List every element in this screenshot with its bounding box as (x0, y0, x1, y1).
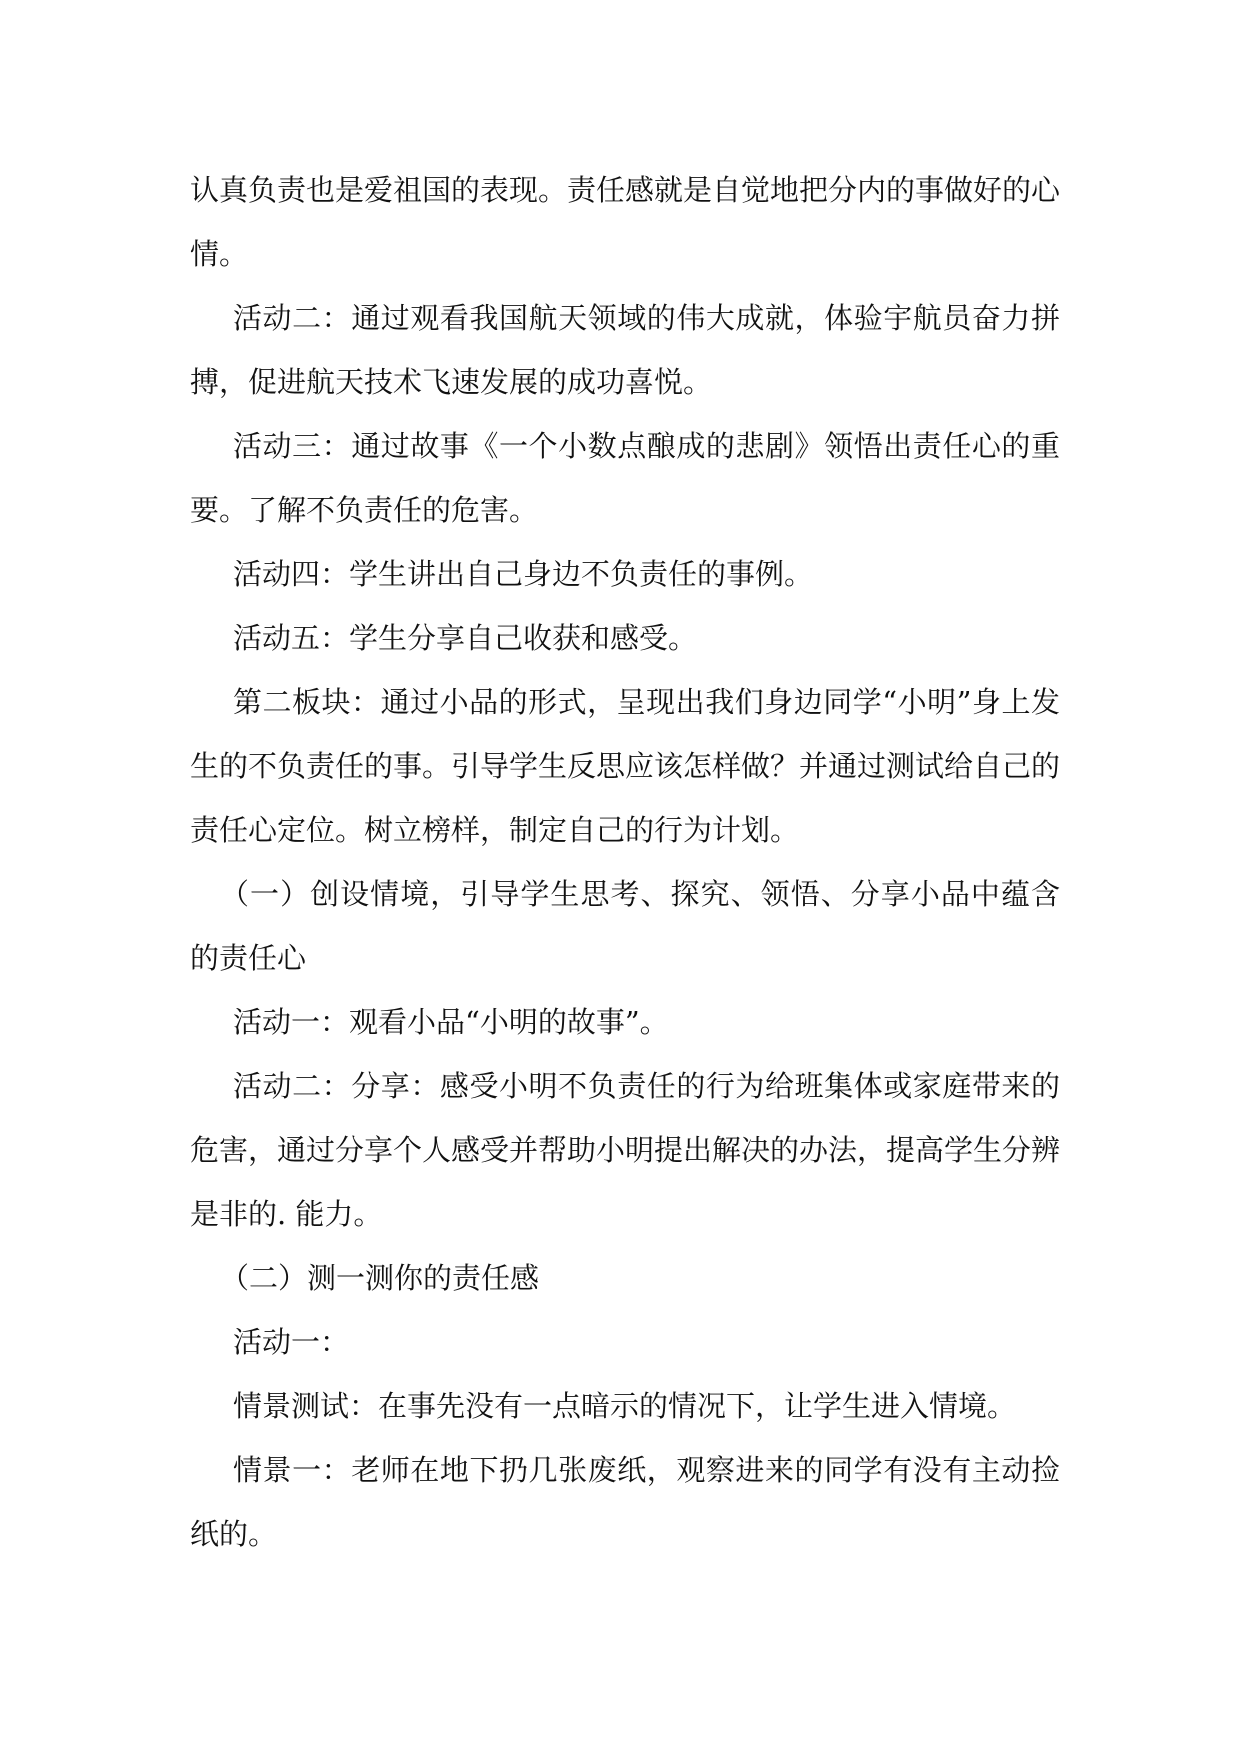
paragraph: 认真负责也是爱祖国的表现。责任感就是自觉地把分内的事做好的心情。 (190, 173, 1061, 271)
paragraph: 第二板块：通过小品的形式，呈现出我们身边同学“小明”身上发生的不负责任的事。引导学生反思应该怎样做？并通过测试给自己的责任心定位。树立榜样，制定自己的行为计划。 (190, 685, 1061, 847)
paragraph: 活动四：学生讲出自己身边不负责任的事例。 (233, 557, 814, 591)
paragraph: 活动三：通过故事《一个小数点酿成的悲剧》领悟出责任心的重要。了解不负责任的危害。 (190, 429, 1060, 527)
paragraph: 活动五：学生分享自己收获和感受。 (233, 621, 698, 655)
paragraph: 活动二：通过观看我国航天领域的伟大成就，体验宇航员奋力拼搏，促进航天技术飞速发展的成功喜悦。 (190, 301, 1060, 399)
paragraph: 活动一： (233, 1325, 350, 1359)
paragraph: 活动二：分享：感受小明不负责任的行为给班集体或家庭带来的危害，通过分享个人感受并帮助小明提出解决的办法，提高学生分辨是非的. 能力。 (190, 1069, 1061, 1231)
paragraph: 情景一：老师在地下扔几张废纸，观察进来的同学有没有主动捡纸的。 (190, 1453, 1060, 1551)
paragraph: 活动一：观看小品“小明的故事”。 (233, 1005, 669, 1039)
section-heading: （二）测一测你的责任感 (220, 1261, 540, 1295)
document-body (190, 158, 1060, 1566)
section-heading: （一）创设情境，引导学生思考、探究、领悟、分享小品中蕴含的责任心 (190, 877, 1060, 975)
paragraph: 情景测试：在事先没有一点暗示的情况下，让学生进入情境。 (233, 1389, 1017, 1423)
